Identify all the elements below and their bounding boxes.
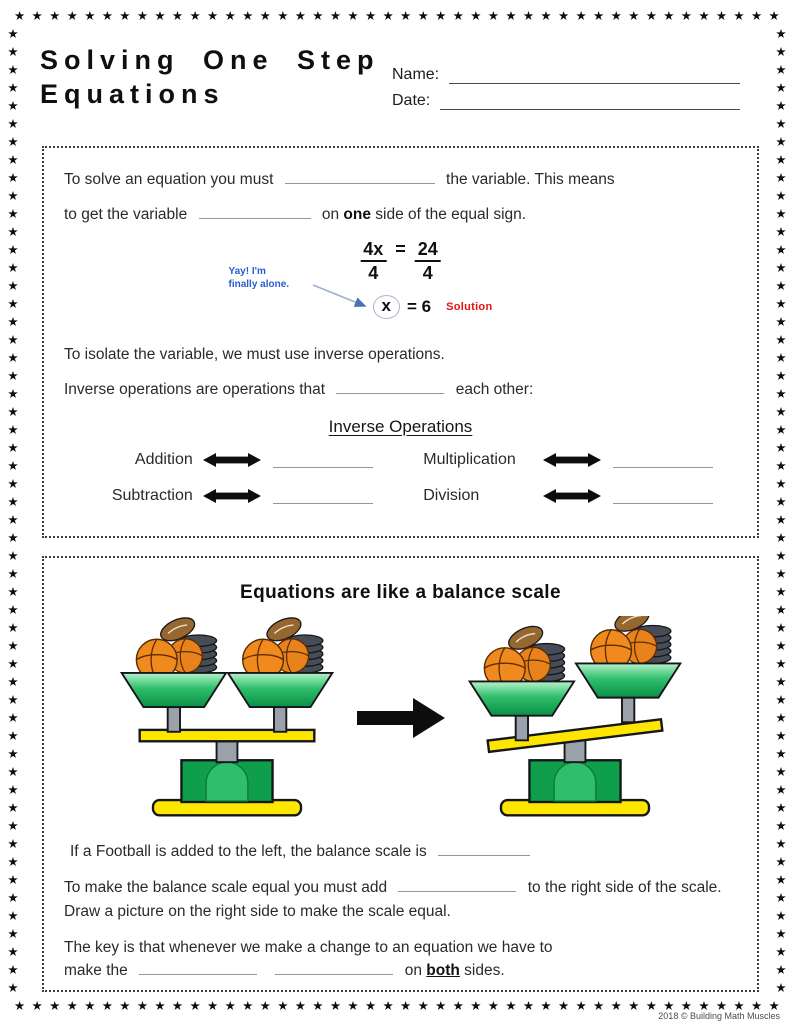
blank-division-inverse <box>613 488 713 503</box>
sentence2-after: side of the equal sign. <box>375 206 527 224</box>
date-label: Date: <box>392 92 431 109</box>
balance-scale-illustration <box>64 612 737 824</box>
solving-equations-box <box>42 146 759 538</box>
addition-label: Addition <box>134 451 193 468</box>
sentence2-bold-one: one <box>343 206 371 224</box>
fraction-left-numerator: 4x <box>360 239 386 263</box>
isolate-sentence: To isolate the variable, we must use inverse operations. <box>64 345 445 363</box>
inverse-pair-division <box>423 487 718 505</box>
sentence2-on: on <box>321 206 340 224</box>
fraction-left-denominator: 4 <box>368 263 379 284</box>
blank-alone <box>199 205 311 220</box>
fill-in-sentence-3 <box>64 378 737 401</box>
balance-scale-box <box>42 556 759 992</box>
copyright-credit: 2018 © Building Math Muscles <box>658 1011 780 1021</box>
star-border-right: ★ ★ ★ ★ ★ ★ ★ ★ ★ ★ ★ ★ ★ ★ ★ ★ ★ ★ ★ ★ ★ ★ ★ ★ ★ ★ ★ ★ ★ ★ ★ ★ ★ ★ ★ ★ ★ ★ ★ ★ ★ ★ ★ ★ ★ ★ ★ ★ ★ ★ ★ ★ ★ ★ <box>775 27 787 995</box>
sentence3-before: Inverse operations are operations that <box>64 380 326 398</box>
circled-variable: x <box>373 295 400 319</box>
double-arrow-icon <box>543 488 601 504</box>
speech-note-line1: Yay! I'm <box>228 265 266 277</box>
speech-note <box>229 265 290 291</box>
blank-multiplication-inverse <box>613 452 713 467</box>
balance-scale-balanced-image <box>115 616 339 821</box>
name-write-line <box>449 66 740 84</box>
sentence2-before: to get the variable <box>64 206 188 224</box>
name-row <box>392 66 740 84</box>
blank-undo <box>336 379 444 394</box>
inverse-operations-grid <box>64 451 737 505</box>
fraction-left <box>360 239 386 284</box>
double-arrow-icon <box>203 488 261 504</box>
key-on: on <box>404 962 422 979</box>
fill-in-sentence-2 <box>64 203 737 226</box>
multiplication-label: Multiplication <box>423 451 516 468</box>
key-bold-both: both <box>426 962 460 979</box>
inverse-operations-heading: Inverse Operations <box>328 417 473 436</box>
key-before: make the <box>64 962 128 979</box>
blank-isolate <box>285 169 435 184</box>
page-title-line1: Solving One Step <box>40 45 380 75</box>
key-after: sides. <box>464 962 505 979</box>
blank-subtraction-inverse <box>273 488 373 503</box>
sentence1-after: the variable. This means <box>446 171 615 188</box>
result-value: = 6 <box>406 296 432 316</box>
star-border-bottom: ★ ★ ★ ★ ★ ★ ★ ★ ★ ★ ★ ★ ★ ★ ★ ★ ★ ★ ★ ★ ★ ★ ★ ★ ★ ★ ★ ★ ★ ★ ★ ★ ★ ★ ★ ★ ★ ★ ★ ★ ★ ★ ★ ★ <box>14 999 780 1013</box>
football-sentence-before: If a Football is added to the left, the balance scale is <box>70 843 427 860</box>
page-title <box>40 44 380 112</box>
blank-same-2 <box>275 960 393 975</box>
inverse-pair-multiplication <box>423 451 718 469</box>
key-line1: The key is that whenever we make a change to an equation we have to <box>64 938 553 956</box>
key-paragraph <box>64 936 737 983</box>
blank-same-1 <box>139 960 257 975</box>
sentence3-after: each other: <box>455 380 534 398</box>
worked-example <box>221 239 581 331</box>
fraction-right <box>415 239 441 284</box>
sentence1-before: To solve an equation you must <box>64 171 274 188</box>
equation-fractions <box>360 239 441 284</box>
star-border-top: ★ ★ ★ ★ ★ ★ ★ ★ ★ ★ ★ ★ ★ ★ ★ ★ ★ ★ ★ ★ ★ ★ ★ ★ ★ ★ ★ ★ ★ ★ ★ ★ ★ ★ ★ ★ ★ ★ ★ ★ ★ ★ ★ ★ <box>14 9 780 23</box>
fill-in-sentence-1 <box>64 168 737 191</box>
make-equal-before: To make the balance scale equal you must add <box>64 879 388 897</box>
fraction-right-numerator: 24 <box>415 239 441 263</box>
make-equal-sentence <box>64 876 737 923</box>
balance-scale-heading: Equations are like a balance scale <box>240 582 561 603</box>
football-sentence <box>64 840 737 863</box>
star-border-left: ★ ★ ★ ★ ★ ★ ★ ★ ★ ★ ★ ★ ★ ★ ★ ★ ★ ★ ★ ★ ★ ★ ★ ★ ★ ★ ★ ★ ★ ★ ★ ★ ★ ★ ★ ★ ★ ★ ★ ★ ★ ★ ★ ★ ★ ★ ★ ★ ★ ★ ★ ★ ★ ★ <box>7 27 19 995</box>
speech-note-line2: finally alone. <box>228 278 290 290</box>
name-date-block <box>392 66 740 118</box>
equals-sign: = <box>395 238 406 259</box>
inverse-pair-addition <box>83 451 378 469</box>
name-label: Name: <box>392 66 440 83</box>
blank-add-football <box>398 878 516 893</box>
page-title-line2: Equations <box>40 78 225 109</box>
date-row <box>392 92 740 110</box>
equation-result <box>373 295 493 319</box>
inverse-pair-subtraction <box>83 487 378 505</box>
double-arrow-icon <box>203 452 261 468</box>
make-equal-after: to the right side of the scale. Draw a picture on the right side to make the scale equal. <box>64 879 722 920</box>
arrow-right-icon <box>357 698 445 738</box>
fraction-right-denominator: 4 <box>422 263 433 284</box>
balance-scale-tilted-image <box>463 616 687 821</box>
subtraction-label: Subtraction <box>111 487 193 504</box>
blank-addition-inverse <box>273 452 373 467</box>
solution-label: Solution <box>446 300 493 313</box>
blank-unbalanced <box>438 841 530 856</box>
date-write-line <box>440 92 740 110</box>
double-arrow-icon <box>543 452 601 468</box>
division-label: Division <box>423 487 480 504</box>
